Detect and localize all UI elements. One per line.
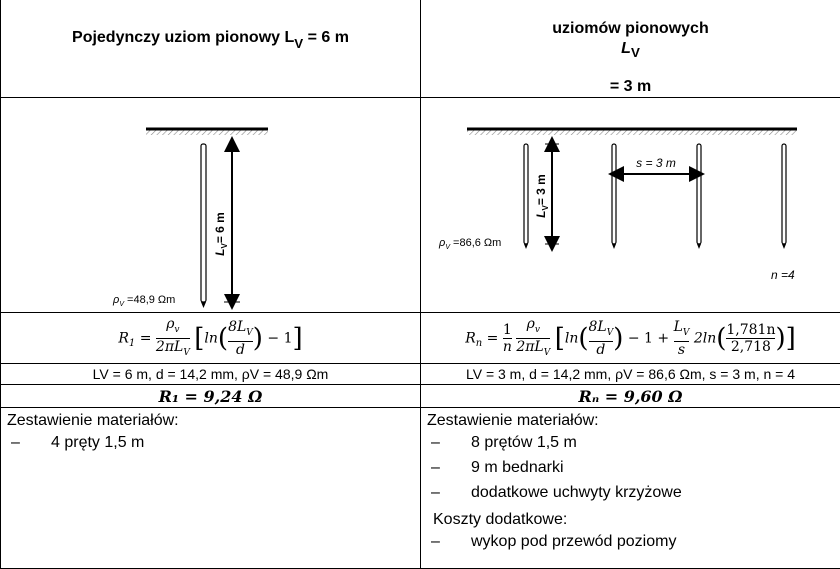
inner-den: d [589, 341, 614, 358]
frac-den: 2πL [156, 339, 183, 355]
rod-1 [524, 144, 528, 249]
f4-num: 1,781n [726, 322, 775, 338]
formula-inner-fraction [228, 319, 253, 358]
list-item: – dodatkowe uchwyty krzyżowe [421, 484, 840, 502]
extra-costs-title: Koszty dodatkowe: [421, 509, 840, 529]
header-right-sub: V [631, 45, 640, 60]
materials-title: Zestawienie materiałów: [421, 408, 840, 430]
frac-num: ρ [166, 316, 174, 332]
f3-num: L [674, 319, 683, 335]
header-left-suffix: = 6 m [303, 29, 349, 46]
header-right-text: uziomów pionowych [421, 5, 840, 39]
rod-2 [612, 144, 616, 249]
rod-4 [782, 144, 786, 249]
frac-den-sub: V [544, 347, 551, 357]
formula-ln: ln [204, 330, 218, 346]
inner-num-sub: V [607, 328, 614, 338]
f3-num-sub: V [683, 328, 690, 338]
inner-num-sub: V [246, 328, 253, 338]
right-parameters: LV = 3 m, d = 14,2 mm, ρV = 86,6 Ωm, s = 3 m, n = 4 [421, 364, 840, 385]
extra-costs-list [421, 533, 840, 551]
frac-num-sub: v [535, 325, 540, 335]
left-figure [1, 98, 421, 313]
header-right-suffix: = 3 m [421, 63, 840, 97]
f1-den: n [503, 338, 512, 355]
formula-lhs-sub: 1 [129, 338, 135, 349]
formula-tail: − 1 [267, 330, 292, 346]
formula-mid: − 1 + [628, 330, 669, 346]
length-label: $L_V= 6$ m [213, 212, 229, 256]
formula-inner-fraction [589, 319, 614, 358]
single-rod-diagram [1, 98, 421, 312]
formula-ln2: 2ln [694, 330, 716, 346]
header-left-text: Pojedynczy uziom pionowy L [72, 29, 294, 46]
left-materials [1, 408, 421, 569]
list-item: – 8 prętów 1,5 m [421, 434, 840, 452]
header-left [1, 0, 421, 98]
spacing-label: s = 3 m [636, 156, 676, 170]
rod-array-diagram [421, 98, 840, 312]
rod-tip [201, 302, 206, 308]
right-materials [421, 408, 840, 569]
right-result: Rₙ = 9,60 Ω [421, 385, 840, 408]
length-label: $L_V= 3$ m [534, 174, 550, 218]
materials-title: Zestawienie materiałów: [1, 408, 420, 430]
materials-list [1, 434, 420, 452]
inner-num: 8L [228, 319, 246, 335]
list-item: – wykop pod przewód poziomy [421, 533, 840, 551]
left-parameters: LV = 6 m, d = 14,2 mm, ρV = 48,9 Ωm [1, 364, 421, 385]
formula-ln: ln [565, 330, 579, 346]
materials-list [421, 434, 840, 502]
formula-lhs-sub: n [476, 338, 482, 349]
resistivity-label: $\rho_V =48,9$ Ωm [112, 294, 175, 308]
left-result: R₁ = 9,24 Ω [1, 385, 421, 408]
header-left-sub: V [294, 36, 303, 51]
inner-den: d [228, 341, 253, 358]
list-item: – 4 pręty 1,5 m [1, 434, 420, 452]
right-figure [421, 98, 840, 313]
inner-num: 8L [589, 319, 607, 335]
f4-den: 2,718 [726, 338, 775, 355]
f3-den: s [674, 341, 690, 358]
header-right-var: L [621, 40, 631, 57]
rod-count-label: n =4 [771, 268, 795, 282]
right-formula: $R_n$ = $\frac{1}{n}$ $\frac{\rho_v}{2\pi L_V}$ [ln( $\frac{8L_V}{d}$ ) − 1 + $\frac{L_V}{s}$ 2ln( $\frac{1,781n}{2,718}$ )] [421, 313, 840, 364]
formula-fraction [156, 316, 190, 361]
left-formula: $R_1$ = $\frac{\rho_v}{2\pi L_V}$ [ln( $\frac{8L_V}{d}$ ) − 1] [1, 313, 421, 364]
rod-3 [697, 144, 701, 249]
f1-num: 1 [503, 322, 512, 338]
formula-lhs: R [118, 330, 129, 346]
list-item: – 9 m bednarki [421, 459, 840, 477]
frac-num: ρ [527, 316, 535, 332]
resistivity-label: $\rho_V =86,6$ Ωm [438, 237, 501, 251]
frac-den-sub: V [183, 347, 190, 357]
frac-num-sub: v [174, 325, 179, 335]
frac-den: 2πL [516, 339, 543, 355]
header-right [421, 0, 840, 98]
formula-fraction-3 [674, 319, 690, 358]
ground-rod [201, 144, 206, 302]
formula-lhs: R [465, 330, 476, 346]
formula-fraction-2 [516, 316, 550, 361]
formula-fraction-4 [726, 322, 775, 355]
formula-fraction-1 [503, 322, 512, 355]
